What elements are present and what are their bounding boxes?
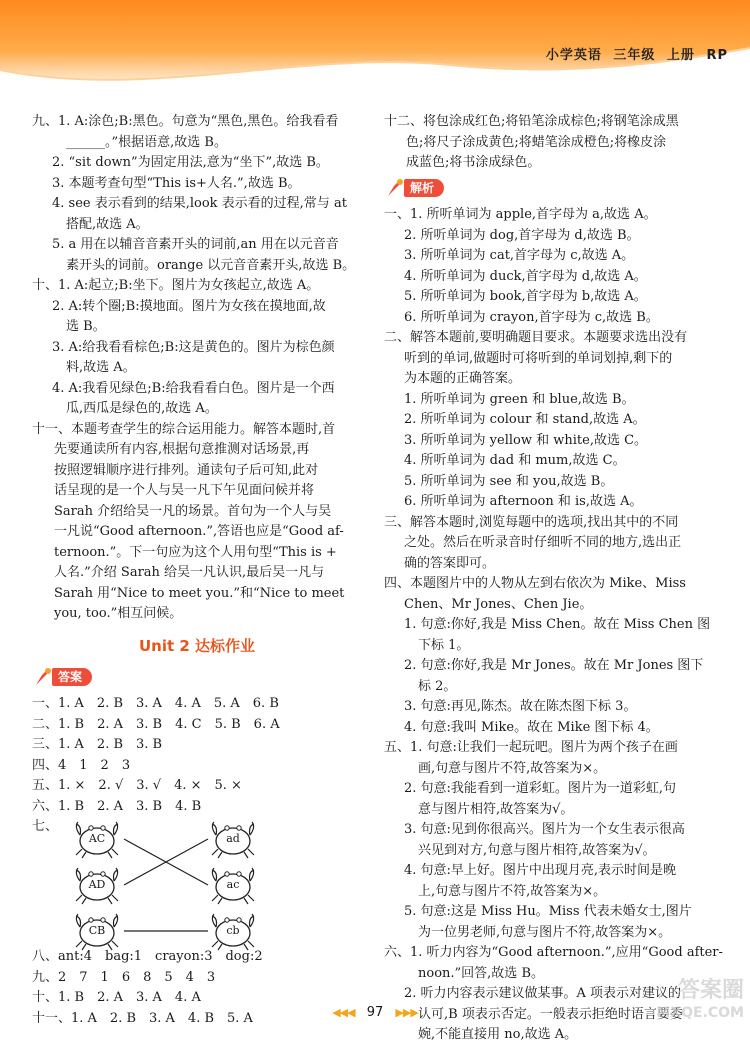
text-line: 3. 所听单词为 cat,首字母为 c,故选 A。 — [404, 248, 635, 263]
text-line: 2. 句意:我能看到一道彩虹。图片为一道彩虹,句 — [404, 781, 677, 796]
text-line: 十、1. B 2. A 3. A 4. A — [32, 990, 201, 1005]
text-line: 4. 句意:我叫 Mike。故在 Mike 图下标 4。 — [404, 719, 659, 735]
volume-label: 上册 — [666, 48, 695, 63]
text-line: 3. 本题考查句型“This is+人名.”,故选 B。 — [52, 175, 301, 191]
text-line: 搭配,故选 A。 — [66, 216, 149, 232]
text-line: 上,句意与图片不符,故答案为×。 — [418, 883, 607, 899]
text-line: 九、2 7 1 6 8 5 4 3 — [32, 969, 216, 985]
text-line: Sarah 用“Nice to meet you.”和“Nice to meet — [54, 585, 345, 601]
text-line: 4. A:我看见绿色;B:给我看看白色。图片是一个西 — [52, 380, 335, 396]
text-line: 二、1. B 2. A 3. B 4. C 5. B 6. A — [32, 716, 280, 732]
text-line: 2. A:转个圈;B:摸地面。图片为女孩在摸地面,故 — [52, 298, 326, 314]
text-line: 5. 句意:这是 Miss Hu。Miss 代表未婚女士,图片 — [404, 904, 692, 919]
text-line: 十、1. A:起立;B:坐下。图片为女孩起立,故选 A。 — [32, 278, 320, 293]
matching-prefix: 七、 — [32, 819, 59, 834]
text-line: 六、1. B 2. A 3. B 4. B — [32, 798, 202, 814]
text-line: 三、解答本题时,浏览每题中的选项,找出其中的不同 — [384, 514, 679, 530]
crab-label: CB — [88, 924, 106, 937]
text-line: 听到的单词,做题时可将听到的单词划掉,剩下的 — [404, 350, 673, 366]
text-line: 十一、本题考查学生的综合运用能力。解答本题时,首 — [32, 421, 336, 437]
watermark-logo — [624, 980, 744, 1030]
unit-title: Unit 2 达标作业 — [138, 636, 256, 655]
text-line: 4. 所听单词为 dad 和 mum,故选 C。 — [404, 453, 626, 468]
text-line: 成蓝色;将书涂成绿色。 — [406, 155, 541, 170]
crab-label: ac — [226, 878, 240, 891]
pin-icon — [34, 667, 52, 687]
text-line: 之处。然后在听录音时仔细听不同的地方,选出正 — [404, 535, 682, 550]
text-line: 确的答案即可。 — [404, 555, 496, 571]
crab-label: AD — [88, 878, 106, 891]
text-line: 二、解答本题前,要明确题目要求。本题要求选出没有 — [384, 330, 688, 345]
text-line: 十一、1. A 2. B 3. A 4. B 5. A — [32, 1010, 253, 1026]
text-line: 三、1. A 2. B 3. B — [32, 737, 163, 752]
text-line: 3. 句意:再见,陈杰。故在陈杰图下标 3。 — [404, 699, 637, 714]
text-line: 为本题的正确答案。 — [404, 371, 522, 386]
text-line: 兴见到对方,句意与图片相符,故答案为√。 — [418, 842, 656, 858]
text-line: 2. 所听单词为 dog,首字母为 d,故选 B。 — [404, 227, 640, 243]
text-line: ______。”根据语意,故选 B。 — [66, 134, 227, 150]
crab-label: cb — [226, 924, 240, 937]
analysis-badge-label: 解析 — [404, 179, 444, 197]
right-answers-part1 — [384, 112, 718, 174]
text-line: 认可,B 项表示否定。一般表示拒绝时语言要委 — [418, 1006, 683, 1022]
book-tag — [546, 44, 728, 63]
crab-label: ad — [226, 832, 240, 845]
text-line: 料,故选 A。 — [66, 360, 136, 375]
left-column — [32, 112, 362, 1029]
text-line: 十二、将包涂成红色;将铅笔涂成棕色;将钢笔涂成黑 — [384, 114, 679, 129]
pin-icon — [386, 178, 404, 198]
text-line: 意与图片相符,故答案为√。 — [418, 801, 574, 817]
crab-icon — [72, 819, 122, 859]
text-line: 一凡说“Good afternoon.”,答语也应是“Good af- — [54, 524, 344, 539]
crab-label: AC — [88, 832, 106, 845]
text-line: 选 B。 — [66, 319, 106, 334]
text-line: 4. see 表示看到的结果,look 表示看的过程,常与 at — [52, 196, 347, 211]
text-line: 八、ant:4 bag:1 crayon:3 dog:2 — [32, 949, 263, 964]
next-arrows-icon: ▶▶▶ — [395, 1006, 418, 1019]
text-line: 3. A:给我看看棕色;B:这是黄色的。图片为棕色颜 — [52, 339, 335, 355]
text-line: 四、4 1 2 3 — [32, 757, 131, 773]
text-line: 一、1. 所听单词为 apple,首字母为 a,故选 A。 — [384, 207, 657, 222]
text-line: 婉,不能直接用 no,故选 A。 — [418, 1027, 578, 1042]
text-line: 九、1. A:涂色;B:黑色。句意为“黑色,黑色。给我看看 — [32, 114, 339, 129]
prev-arrows-icon: ◀◀◀ — [332, 1006, 355, 1019]
right-column — [384, 112, 723, 1046]
text-line: 按照逻辑顺序进行排列。通读句子后可知,此对 — [54, 462, 319, 478]
text-line: 6. 所听单词为 crayon,首字母为 c,故选 B。 — [404, 309, 659, 325]
crab-icon — [208, 865, 258, 905]
text-line: noon.”回答,故选 B。 — [418, 965, 544, 981]
answer-badge-label: 答案 — [52, 668, 92, 686]
text-line: 4. 句意:早上好。图片中出现月亮,表示时间是晚 — [404, 863, 677, 878]
text-line: 标 2。 — [418, 678, 457, 694]
text-line: 六、1. 听力内容为“Good afternoon.”,应用“Good after- — [384, 945, 723, 960]
grade-label: 三年级 — [613, 48, 656, 63]
text-line: 先要通读所有内容,根据句意推测对话场景,再 — [54, 442, 310, 457]
text-line: 下标 1。 — [418, 637, 470, 653]
text-line: 2. 句意:你好,我是 Mr Jones。故在 Mr Jones 图下 — [404, 658, 704, 673]
watermark-line1: 答案圈 — [677, 978, 744, 1003]
text-line: 五、1. × 2. √ 3. √ 4. × 5. × — [32, 778, 242, 793]
text-line: 1. 句意:你好,我是 Miss Chen。故在 Miss Chen 图 — [404, 617, 711, 632]
text-line: 5. a 用在以辅音音素开头的词前,an 用在以元音音 — [52, 237, 339, 252]
text-line: 素开头的词前。orange 以元音音素开头,故选 B。 — [66, 257, 356, 273]
analysis-text — [384, 205, 723, 1046]
text-line: 2. 所听单词为 colour 和 stand,故选 A。 — [404, 412, 646, 427]
answer-badge — [34, 667, 92, 687]
text-line: 3. 句意:见到你很高兴。图片为一个女生表示很高 — [404, 822, 685, 837]
edition-label: RP — [706, 48, 728, 63]
unit2-answers — [32, 694, 362, 817]
text-line: 2. 听力内容表示建议做某事。A 项表示对建议的 — [404, 986, 682, 1001]
text-line: 四、本题图片中的人物从左到右依次为 Mike、Miss — [384, 576, 686, 591]
text-line: Sarah 介绍给吴一凡的场景。首句为一个人与吴 — [54, 503, 332, 519]
text-line: 6. 所听单词为 afternoon 和 is,故选 A。 — [404, 494, 643, 509]
crab-icon — [208, 911, 258, 951]
crab-icon — [72, 911, 122, 951]
text-line: 一、1. A 2. B 3. A 4. A 5. A 6. B — [32, 696, 279, 711]
text-line: 五、1. 句意:让我们一起玩吧。图片为两个孩子在画 — [384, 740, 678, 755]
text-line: Chen、Mr Jones、Chen Jie。 — [404, 596, 593, 612]
text-line: 色;将尺子涂成黄色;将蜡笔涂成橙色;将橡皮涂 — [406, 134, 667, 150]
text-line: 为一位男老师,句意与图片不符,故答案为×。 — [418, 924, 672, 940]
text-line: 4. 所听单词为 duck,首字母为 d,故选 A。 — [404, 268, 647, 284]
text-line: 话呈现的是一个人与吴一凡下午见面问候并将 — [54, 483, 315, 498]
matching-crabs — [32, 817, 362, 947]
watermark-line2: MXQE.COM — [656, 1005, 744, 1021]
text-line: 5. 所听单词为 book,首字母为 b,故选 A。 — [404, 289, 647, 304]
left-answers-part1 — [32, 112, 362, 625]
subject-label: 小学英语 — [545, 48, 602, 63]
crab-icon — [208, 819, 258, 859]
text-line: 5. 所听单词为 see 和 you,故选 B。 — [404, 473, 614, 489]
text-line: 2. “sit down”为固定用法,意为“坐下”,故选 B。 — [52, 155, 329, 170]
text-line: ternoon.”。下一句应为这个人用句型“This is + — [54, 544, 337, 560]
text-line: 1. 所听单词为 green 和 blue,故选 B。 — [404, 391, 635, 407]
text-line: 瓜,西瓜是绿色的,故选 A。 — [66, 401, 218, 416]
crab-icon — [72, 865, 122, 905]
page-number: 97 — [366, 1005, 384, 1020]
text-line: you, too.”相互问候。 — [54, 606, 183, 621]
text-line: 3. 所听单词为 yellow 和 white,故选 C。 — [404, 432, 648, 448]
analysis-badge — [386, 178, 444, 198]
text-line: 人名.”介绍 Sarah 给吴一凡认识,最后吴一凡与 — [54, 565, 325, 580]
text-line: 画,句意与图片不符,故答案为×。 — [418, 760, 607, 776]
